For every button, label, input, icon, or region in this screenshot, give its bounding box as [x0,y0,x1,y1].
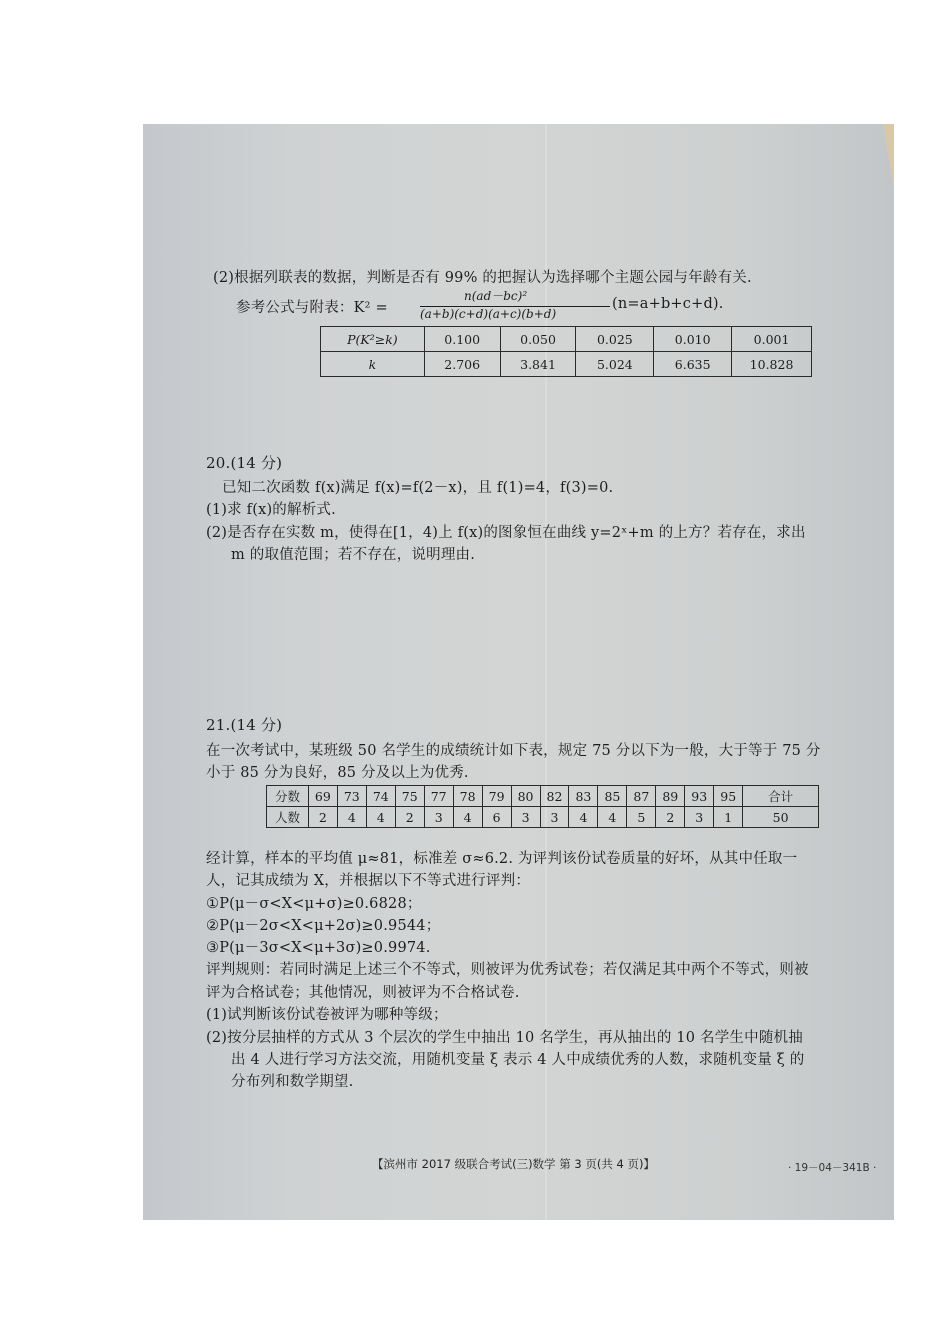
q21-sub1: (1)试判断该份试卷被评为哪种等级； [206,1007,448,1023]
score-row [267,786,819,807]
probability-cell: 0.050 [500,327,576,352]
q21-line3: 经计算，样本的平均值 μ≈81，标准差 σ≈6.2. 为评判该份试卷质量的好坏，从其中任取一 [206,851,798,867]
inequality-3: ③P(μ－3σ<X<μ+3σ)≥0.9974. [206,940,431,956]
probability-cell: 0.100 [424,327,500,352]
probability-cell: 0.010 [654,327,732,352]
q21-line1: 在一次考试中，某班级 50 名学生的成绩统计如下表，规定 75 分以下为一般，大于等于 75 分 [206,743,821,759]
inequality-1: ①P(μ－σ<X<μ+σ)≥0.6828； [206,896,422,912]
q21-line2: 小于 85 分为良好，85 分及以上为优秀. [206,765,469,781]
formula-suffix: (n=a+b+c+d). [612,296,724,312]
score-cell: 77 [424,786,453,807]
score-cell: 93 [685,786,714,807]
formula-denominator: (a+b)(c+d)(a+c)(b+d) [420,307,557,321]
q21-header: 21.(14 分) [206,716,283,734]
score-cell: 80 [511,786,540,807]
score-cell: 69 [308,786,337,807]
total-label: 合计 [743,786,819,807]
count-cell: 4 [569,807,598,828]
q21-sub2-line2: 出 4 人进行学习方法交流，用随机变量 ξ 表示 4 人中成绩优秀的人数，求随机变量 ξ 的 [231,1052,805,1068]
score-cell: 79 [482,786,511,807]
probability-cell: 0.001 [732,327,812,352]
k-cell: 3.841 [500,352,576,377]
k-cell: 6.635 [654,352,732,377]
inequality-2: ②P(μ－2σ<X<μ+2σ)≥0.9544； [206,918,441,934]
score-cell: 83 [569,786,598,807]
count-cell: 1 [714,807,743,828]
count-label: 人数 [267,807,309,828]
probability-row [321,327,812,352]
k-cell: 2.706 [424,352,500,377]
count-cell: 3 [511,807,540,828]
q21-line4: 人，记其成绩为 X，并根据以下不等式进行评判： [206,873,531,889]
score-cell: 74 [366,786,395,807]
count-cell: 4 [366,807,395,828]
q20-line2: (1)求 f(x)的解析式. [206,502,336,518]
count-cell: 3 [424,807,453,828]
probability-cell: 0.025 [576,327,654,352]
probability-label: P(K²≥k) [321,327,425,352]
q20-line3: (2)是否存在实数 m，使得在[1，4)上 f(x)的图象恒在曲线 y=2ˣ+m 的上方？若存在，求出 [206,525,806,541]
total-cell: 50 [743,807,819,828]
count-cell: 2 [656,807,685,828]
score-cell: 82 [540,786,569,807]
formula-numerator: n(ad－bc)² [464,289,528,303]
rule-line2: 评为合格试卷；其他情况，则被评为不合格试卷. [206,985,520,1001]
score-cell: 87 [627,786,656,807]
q19-part2: (2)根据列联表的数据，判断是否有 99% 的把握认为选择哪个主题公园与年龄有关. [213,270,752,286]
score-cell: 73 [337,786,366,807]
rule-line1: 评判规则：若同时满足上述三个不等式，则被评为优秀试卷；若仅满足其中两个不等式，则被 [206,962,809,978]
score-label: 分数 [267,786,309,807]
score-table [266,785,819,828]
count-cell: 2 [395,807,424,828]
k-value-table [320,326,812,377]
count-cell: 2 [308,807,337,828]
score-cell: 89 [656,786,685,807]
score-cell: 75 [395,786,424,807]
k-cell: 10.828 [732,352,812,377]
q20-header: 20.(14 分) [206,454,283,472]
count-cell: 5 [627,807,656,828]
k-label: k [321,352,425,377]
k-cell: 5.024 [576,352,654,377]
score-cell: 78 [453,786,482,807]
score-cell: 85 [598,786,627,807]
count-row [267,807,819,828]
k-row [321,352,812,377]
q20-line1: 已知二次函数 f(x)满足 f(x)=f(2－x)，且 f(1)=4，f(3)=0. [222,480,614,496]
paper-code: · 19－04－341B · [788,1162,877,1174]
count-cell: 3 [540,807,569,828]
formula-prefix: 参考公式与附表：K² = [236,300,388,316]
page-footer: 【滨州市 2017 级联合考试(三)数学 第 3 页(共 4 页)】 [372,1157,655,1171]
count-cell: 6 [482,807,511,828]
count-cell: 4 [337,807,366,828]
q21-sub2-line3: 分布列和数学期望. [231,1074,354,1090]
q20-line4: m 的取值范围；若不存在，说明理由. [231,547,476,563]
q21-sub2-line1: (2)按分层抽样的方式从 3 个层次的学生中抽出 10 名学生，再从抽出的 10 名学生中随机抽 [206,1030,803,1046]
score-cell: 95 [714,786,743,807]
count-cell: 4 [453,807,482,828]
count-cell: 3 [685,807,714,828]
count-cell: 4 [598,807,627,828]
